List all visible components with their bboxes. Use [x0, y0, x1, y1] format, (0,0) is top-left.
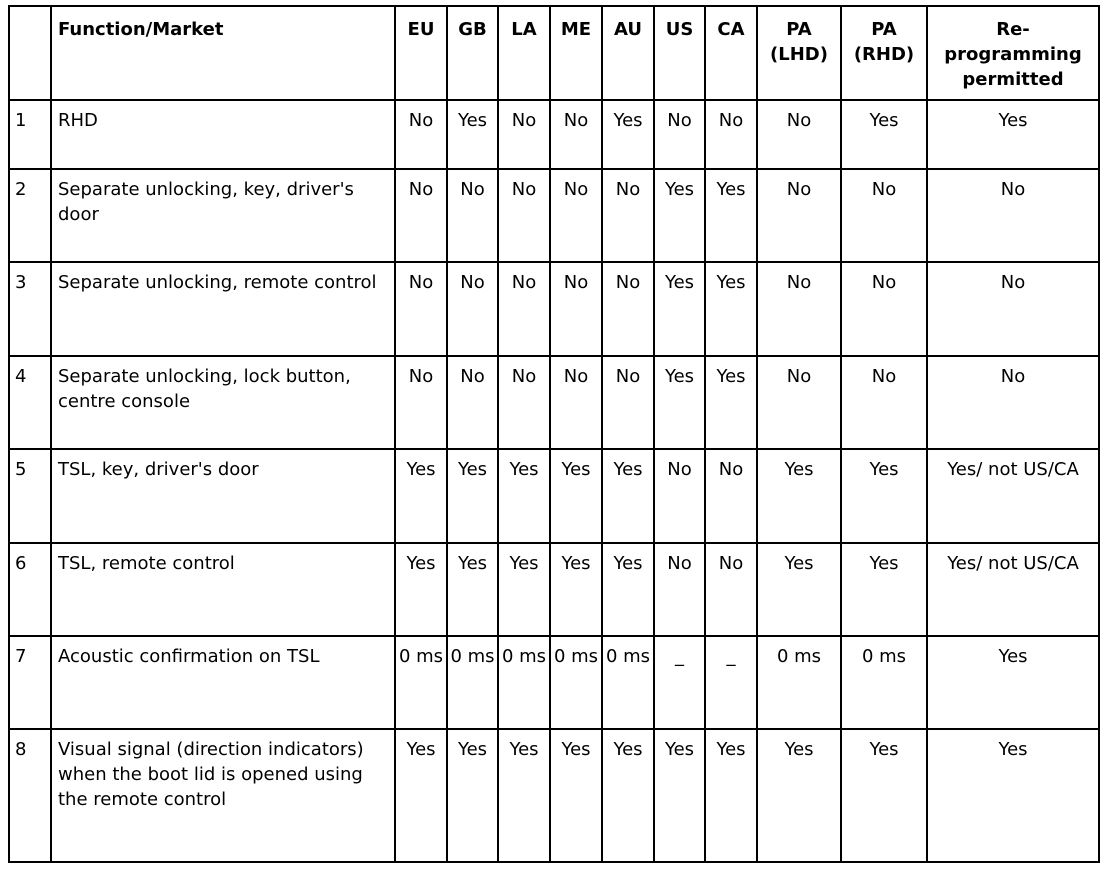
row-number: 8 [9, 729, 51, 862]
cell-ca: Yes [705, 356, 757, 449]
row-function: Acoustic confirmation on TSL [51, 636, 395, 729]
cell-us: No [654, 543, 705, 636]
cell-pa-lhd: Yes [757, 449, 841, 543]
cell-pa-lhd: No [757, 100, 841, 169]
cell-gb: Yes [447, 449, 498, 543]
cell-reprogramming: Yes [927, 729, 1099, 862]
cell-reprogramming: No [927, 356, 1099, 449]
cell-pa-lhd: 0 ms [757, 636, 841, 729]
row-function: RHD [51, 100, 395, 169]
cell-reprogramming: No [927, 169, 1099, 262]
table-row [9, 636, 1099, 729]
table-row [9, 356, 1099, 449]
cell-pa-lhd: No [757, 356, 841, 449]
row-function: Separate unlocking, key, driver's door [51, 169, 395, 262]
cell-us: Yes [654, 262, 705, 356]
cell-ca: Yes [705, 169, 757, 262]
table-row [9, 262, 1099, 356]
cell-gb: Yes [447, 729, 498, 862]
cell-eu: Yes [395, 449, 447, 543]
table-row [9, 100, 1099, 169]
cell-ca: No [705, 449, 757, 543]
header-market-au: AU [602, 6, 654, 100]
cell-la: No [498, 356, 550, 449]
header-reprog-line3: permitted [962, 69, 1064, 90]
cell-ca: Yes [705, 729, 757, 862]
function-market-table [8, 5, 1100, 863]
cell-pa-rhd: Yes [841, 729, 927, 862]
header-function: Function/Market [51, 6, 395, 100]
cell-me: No [550, 356, 602, 449]
cell-gb: Yes [447, 100, 498, 169]
cell-au: Yes [602, 543, 654, 636]
cell-pa-lhd: No [757, 169, 841, 262]
header-reprog-line2: programming [944, 44, 1082, 65]
table-row [9, 729, 1099, 862]
cell-reprogramming: No [927, 262, 1099, 356]
table-row [9, 543, 1099, 636]
header-pa-lhd-line1: PA [786, 19, 812, 40]
cell-au: No [602, 356, 654, 449]
cell-pa-rhd: Yes [841, 449, 927, 543]
cell-la: Yes [498, 543, 550, 636]
cell-us: Yes [654, 169, 705, 262]
cell-au: Yes [602, 100, 654, 169]
cell-ca: _ [705, 636, 757, 729]
cell-au: No [602, 262, 654, 356]
cell-us: No [654, 100, 705, 169]
row-number: 1 [9, 100, 51, 169]
cell-pa-lhd: Yes [757, 729, 841, 862]
header-pa-lhd-line2: (LHD) [770, 44, 828, 65]
cell-eu: No [395, 356, 447, 449]
table-row [9, 449, 1099, 543]
header-pa-rhd-line2: (RHD) [853, 44, 915, 65]
cell-la: No [498, 262, 550, 356]
cell-gb: Yes [447, 543, 498, 636]
header-reprogramming [927, 6, 1099, 100]
row-number: 6 [9, 543, 51, 636]
cell-pa-lhd: Yes [757, 543, 841, 636]
cell-reprogramming: Yes/ not US/CA [927, 543, 1099, 636]
cell-eu: No [395, 100, 447, 169]
cell-me: No [550, 262, 602, 356]
row-function: Separate unlocking, remote control [51, 262, 395, 356]
cell-gb: No [447, 262, 498, 356]
header-pa-lhd [757, 6, 841, 100]
cell-eu: Yes [395, 543, 447, 636]
header-row [9, 6, 1099, 100]
cell-la: No [498, 100, 550, 169]
cell-me: No [550, 100, 602, 169]
row-function: Separate unlocking, lock button, centre console [51, 356, 395, 449]
cell-gb: 0 ms [447, 636, 498, 729]
cell-eu: 0 ms [395, 636, 447, 729]
header-market-me: ME [550, 6, 602, 100]
cell-gb: No [447, 169, 498, 262]
cell-au: Yes [602, 729, 654, 862]
cell-ca: Yes [705, 262, 757, 356]
cell-pa-rhd: No [841, 356, 927, 449]
cell-us: Yes [654, 356, 705, 449]
cell-me: Yes [550, 449, 602, 543]
cell-la: No [498, 169, 550, 262]
cell-me: 0 ms [550, 636, 602, 729]
header-market-la: LA [498, 6, 550, 100]
header-pa-rhd-line1: PA [871, 19, 897, 40]
cell-pa-lhd: No [757, 262, 841, 356]
cell-au: Yes [602, 449, 654, 543]
cell-eu: Yes [395, 729, 447, 862]
row-number: 5 [9, 449, 51, 543]
cell-gb: No [447, 356, 498, 449]
cell-me: Yes [550, 729, 602, 862]
cell-me: No [550, 169, 602, 262]
cell-au: 0 ms [602, 636, 654, 729]
header-pa-rhd [841, 6, 927, 100]
cell-au: No [602, 169, 654, 262]
cell-eu: No [395, 169, 447, 262]
cell-pa-rhd: Yes [841, 100, 927, 169]
table-row [9, 169, 1099, 262]
cell-pa-rhd: Yes [841, 543, 927, 636]
header-reprog-line1: Re- [996, 19, 1030, 40]
cell-reprogramming: Yes [927, 636, 1099, 729]
row-number: 7 [9, 636, 51, 729]
cell-la: 0 ms [498, 636, 550, 729]
cell-la: Yes [498, 729, 550, 862]
cell-pa-rhd: No [841, 169, 927, 262]
cell-la: Yes [498, 449, 550, 543]
cell-us: No [654, 449, 705, 543]
row-number: 2 [9, 169, 51, 262]
header-market-us: US [654, 6, 705, 100]
header-market-ca: CA [705, 6, 757, 100]
cell-eu: No [395, 262, 447, 356]
row-function: TSL, key, driver's door [51, 449, 395, 543]
row-function: Visual signal (direction indicators) when the boot lid is opened using the remote control [51, 729, 395, 862]
header-market-gb: GB [447, 6, 498, 100]
cell-reprogramming: Yes [927, 100, 1099, 169]
cell-ca: No [705, 100, 757, 169]
header-market-eu: EU [395, 6, 447, 100]
cell-ca: No [705, 543, 757, 636]
row-function: TSL, remote control [51, 543, 395, 636]
cell-reprogramming: Yes/ not US/CA [927, 449, 1099, 543]
row-number: 4 [9, 356, 51, 449]
header-num [9, 6, 51, 100]
cell-us: Yes [654, 729, 705, 862]
cell-pa-rhd: No [841, 262, 927, 356]
row-number: 3 [9, 262, 51, 356]
cell-us: _ [654, 636, 705, 729]
cell-me: Yes [550, 543, 602, 636]
cell-pa-rhd: 0 ms [841, 636, 927, 729]
